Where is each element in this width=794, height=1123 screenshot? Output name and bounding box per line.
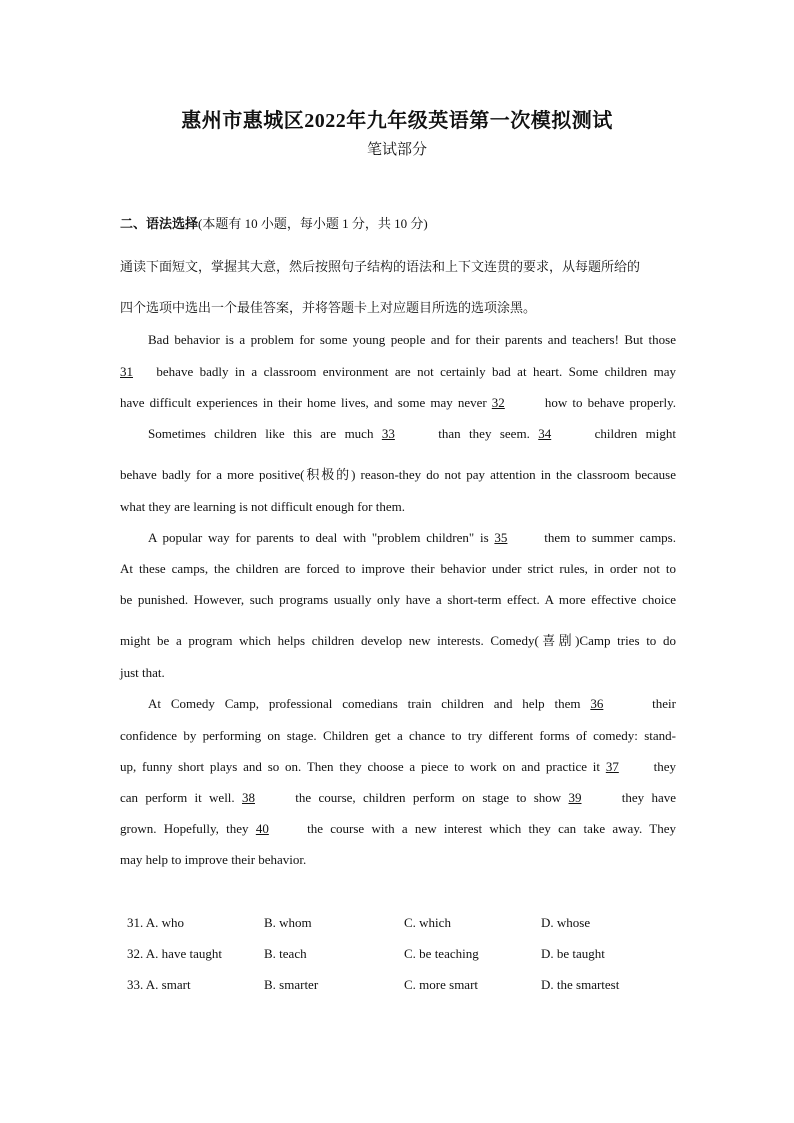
option-c: C. be teaching xyxy=(404,946,479,961)
page-title: 惠州市惠城区2022年九年级英语第一次模拟测试 xyxy=(181,110,613,132)
blank-32: 32 xyxy=(491,395,505,410)
option-d: D. the smartest xyxy=(541,977,620,992)
passage-line: At Comedy Camp, professional comedians train children and help them 36 their xyxy=(148,696,676,711)
instruction-line-1: 通读下面短文，掌握其大意，然后按照句子结构的语法和上下文连贯的要求，从每题所给的 xyxy=(120,259,641,274)
blank-31: 31 xyxy=(120,364,133,379)
blank-40: 40 xyxy=(255,821,269,836)
passage-line: A popular way for parents to deal with "problem children" is 35 them to summer camps. xyxy=(148,530,676,545)
passage-line: be punished. However, such programs usually only have a short-term effect. A more effective choice xyxy=(120,592,676,607)
passage-line: might be a program which helps children develop new interests. Comedy(喜剧)Camp tries to do xyxy=(120,633,676,648)
section-heading xyxy=(120,213,428,232)
passage-line: just that. xyxy=(120,665,165,680)
option-d: D. be taught xyxy=(541,946,605,961)
blank-35: 35 xyxy=(494,530,508,545)
blank-36: 36 xyxy=(590,696,604,711)
option-b: B. smarter xyxy=(264,977,319,992)
section-title: 二、语法选择 xyxy=(120,216,199,231)
instruction-line-2: 四个选项中选出一个最佳答案，并将答题卡上对应题目所选的选项涂黑。 xyxy=(120,300,537,315)
option-b: B. whom xyxy=(264,915,312,930)
passage-line: 31 behave badly in a classroom environment are not certainly bad at heart. Some children may xyxy=(120,364,676,379)
option-a: 32. A. have taught xyxy=(127,946,222,961)
option-a: 31. A. who xyxy=(127,915,185,930)
passage-line: can perform it well. 38 the course, children perform on stage to show 39 they have xyxy=(120,790,677,805)
blank-38: 38 xyxy=(241,790,255,805)
passage-line: behave badly for a more positive(积极的) reason-they do not pay attention in the classroom because xyxy=(120,467,676,482)
section-note: (本题有 10 小题，每小题 1 分，共 10 分) xyxy=(198,216,428,231)
passage-line: have difficult experiences in their home lives, and some may never 32 how to behave properly. xyxy=(120,395,676,410)
blank-37: 37 xyxy=(605,759,619,774)
option-c: C. which xyxy=(404,915,451,930)
option-b: B. teach xyxy=(264,946,307,961)
page-subtitle: 笔试部分 xyxy=(366,142,427,158)
passage-line: Bad behavior is a problem for some young people and for their parents and teachers! But those xyxy=(148,332,676,347)
passage-line: confidence by performing on stage. Children get a chance to try different forms of comedy: stand- xyxy=(120,728,676,743)
blank-39: 39 xyxy=(568,790,582,805)
option-d: D. whose xyxy=(541,915,591,930)
passage-line: what they are learning is not difficult enough for them. xyxy=(120,499,405,514)
passage-line: At these camps, the children are forced to improve their behavior under strict rules, in order not to xyxy=(120,561,676,576)
blank-33: 33 xyxy=(381,426,395,441)
passage-line: may help to improve their behavior. xyxy=(120,852,307,867)
passage-line: up, funny short plays and so on. Then they choose a piece to work on and practice it 37 they xyxy=(120,759,676,774)
blank-34: 34 xyxy=(538,426,552,441)
passage-line: Sometimes children like this are much 33 than they seem. 34 children might xyxy=(148,426,676,441)
option-c: C. more smart xyxy=(404,977,479,992)
option-a: 33. A. smart xyxy=(127,977,191,992)
passage-line: grown. Hopefully, they 40 the course with a new interest which they can take away. They xyxy=(120,821,676,836)
